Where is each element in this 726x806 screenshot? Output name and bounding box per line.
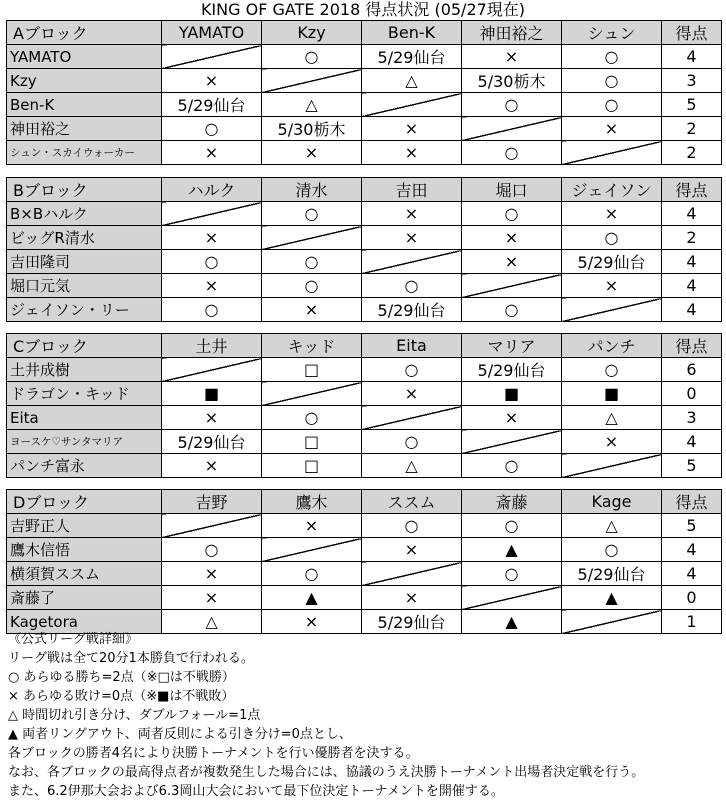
- self-match-cell: [262, 69, 362, 93]
- result-cell: ×: [162, 454, 262, 478]
- notes-line: ○ あらゆる勝ち=2点（※□は不戦勝）: [8, 670, 235, 685]
- wrestler-name: Eita: [7, 406, 162, 430]
- self-match-cell: [462, 430, 562, 454]
- result-cell: ×: [362, 141, 462, 165]
- block-c-table: [6, 333, 722, 478]
- result-cell: ×: [162, 141, 262, 165]
- score-cell: 4: [662, 430, 722, 454]
- result-cell: ×: [162, 69, 262, 93]
- result-cell: ○: [362, 514, 462, 538]
- self-match-cell: [262, 538, 362, 562]
- block-title: Aブロック: [7, 21, 162, 45]
- column-header: Eita: [362, 334, 462, 358]
- wrestler-name: YAMATO: [7, 45, 162, 69]
- notes-heading: 《公式リーグ戦詳細》: [8, 632, 139, 647]
- result-cell: △: [562, 406, 662, 430]
- result-cell: ○: [362, 430, 462, 454]
- table-row: [7, 117, 722, 141]
- score-cell: 4: [662, 45, 722, 69]
- score-cell: 1: [662, 610, 722, 634]
- result-cell: △: [362, 454, 462, 478]
- result-cell: ▲: [462, 610, 562, 634]
- self-match-cell: [262, 382, 362, 406]
- notes-line: なお、各ブロックの最高得点者が複数発生した場合には、協議のうえ決勝トーナメント出場者決定戦を行う。: [8, 765, 645, 780]
- result-cell: ○: [562, 69, 662, 93]
- column-header: キッド: [262, 334, 362, 358]
- wrestler-name: 鷹木信悟: [7, 538, 162, 562]
- table-row: [7, 538, 722, 562]
- page-title: KING OF GATE 2018 得点状況 (05/27現在): [200, 0, 526, 19]
- block-b-table: [6, 177, 722, 322]
- result-cell: ×: [362, 586, 462, 610]
- result-cell: ×: [262, 141, 362, 165]
- result-cell: ○: [162, 117, 262, 141]
- result-cell: ○: [562, 358, 662, 382]
- column-header: Kzy: [262, 21, 362, 45]
- result-cell: ▲: [262, 586, 362, 610]
- result-cell: △: [262, 93, 362, 117]
- self-match-cell: [362, 250, 462, 274]
- column-header: マリア: [462, 334, 562, 358]
- notes-line: また、6.2伊那大会および6.3岡山大会において最下位決定トーナメントを開催する。: [8, 784, 504, 799]
- wrestler-name: ヨースケ♡サンタマリア: [7, 430, 162, 454]
- table-row: [7, 562, 722, 586]
- column-header: 清水: [262, 178, 362, 202]
- result-cell: ×: [362, 202, 462, 226]
- score-cell: 5: [662, 93, 722, 117]
- self-match-cell: [362, 93, 462, 117]
- notes-line: ▲ 両者リングアウト、両者反則による引き分け=0点とし、: [8, 727, 352, 742]
- column-header: 堀口: [462, 178, 562, 202]
- wrestler-name: Ben-K: [7, 93, 162, 117]
- column-header: 土井: [162, 334, 262, 358]
- result-cell: ○: [162, 538, 262, 562]
- column-header: ジェイソン: [562, 178, 662, 202]
- result-cell: △: [162, 610, 262, 634]
- result-cell: 5/29仙台: [162, 93, 262, 117]
- result-cell: ○: [262, 274, 362, 298]
- result-cell: 5/29仙台: [162, 430, 262, 454]
- result-cell: ×: [562, 202, 662, 226]
- wrestler-name: 神田裕之: [7, 117, 162, 141]
- self-match-cell: [262, 226, 362, 250]
- column-header: シュン: [562, 21, 662, 45]
- block-title: Cブロック: [7, 334, 162, 358]
- column-header: 鷹木: [262, 490, 362, 514]
- table-row: [7, 274, 722, 298]
- header-row: [7, 178, 722, 202]
- block-a-table: [6, 20, 722, 165]
- result-cell: □: [262, 454, 362, 478]
- result-cell: ○: [562, 226, 662, 250]
- column-header: Kage: [562, 490, 662, 514]
- column-header: パンチ: [562, 334, 662, 358]
- result-cell: ×: [262, 610, 362, 634]
- table-row: [7, 382, 722, 406]
- result-cell: ×: [462, 250, 562, 274]
- score-cell: 0: [662, 382, 722, 406]
- header-row: [7, 334, 722, 358]
- score-cell: 4: [662, 562, 722, 586]
- result-cell: □: [262, 430, 362, 454]
- rules-notes: [8, 630, 720, 801]
- wrestler-name: パンチ富永: [7, 454, 162, 478]
- result-cell: ×: [362, 538, 462, 562]
- wrestler-name: Kzy: [7, 69, 162, 93]
- result-cell: ×: [462, 226, 562, 250]
- self-match-cell: [162, 202, 262, 226]
- wrestler-name: シュン・スカイウォーカー: [7, 141, 162, 165]
- notes-line: リーグ戦は全て20分1本勝負で行われる。: [8, 651, 254, 666]
- block-d-table: [6, 489, 722, 634]
- score-cell: 3: [662, 69, 722, 93]
- score-cell: 5: [662, 454, 722, 478]
- result-cell: ○: [462, 562, 562, 586]
- result-cell: ○: [162, 250, 262, 274]
- score-header: 得点: [662, 21, 722, 45]
- result-cell: ○: [462, 93, 562, 117]
- result-cell: ○: [362, 358, 462, 382]
- wrestler-name: ドラゴン・キッド: [7, 382, 162, 406]
- result-cell: ○: [462, 514, 562, 538]
- result-cell: ×: [162, 274, 262, 298]
- result-cell: ×: [362, 382, 462, 406]
- column-header: ススム: [362, 490, 462, 514]
- wrestler-name: 斎藤了: [7, 586, 162, 610]
- block-title: Bブロック: [7, 178, 162, 202]
- result-cell: ○: [262, 406, 362, 430]
- score-cell: 4: [662, 298, 722, 322]
- wrestler-name: ビッグR清水: [7, 226, 162, 250]
- table-row: [7, 430, 722, 454]
- wrestler-name: ジェイソン・リー: [7, 298, 162, 322]
- wrestler-name: 堀口元気: [7, 274, 162, 298]
- self-match-cell: [562, 454, 662, 478]
- wrestler-name: 吉野正人: [7, 514, 162, 538]
- score-cell: 3: [662, 406, 722, 430]
- score-header: 得点: [662, 334, 722, 358]
- result-cell: ×: [362, 226, 462, 250]
- result-cell: ○: [562, 93, 662, 117]
- self-match-cell: [462, 586, 562, 610]
- result-cell: ×: [162, 226, 262, 250]
- column-header: 吉田: [362, 178, 462, 202]
- score-header: 得点: [662, 490, 722, 514]
- result-cell: 5/30栃木: [262, 117, 362, 141]
- result-cell: ×: [262, 514, 362, 538]
- column-header: 吉野: [162, 490, 262, 514]
- score-cell: 4: [662, 202, 722, 226]
- table-row: [7, 406, 722, 430]
- result-cell: ×: [162, 406, 262, 430]
- notes-line: × あらゆる敗け=0点（※■は不戦敗）: [8, 689, 235, 704]
- table-row: [7, 69, 722, 93]
- result-cell: ×: [362, 117, 462, 141]
- self-match-cell: [162, 514, 262, 538]
- result-cell: □: [262, 358, 362, 382]
- score-cell: 2: [662, 141, 722, 165]
- self-match-cell: [462, 117, 562, 141]
- result-cell: △: [562, 514, 662, 538]
- result-cell: ×: [462, 406, 562, 430]
- table-row: [7, 358, 722, 382]
- column-header: ハルク: [162, 178, 262, 202]
- score-header: 得点: [662, 178, 722, 202]
- score-cell: 6: [662, 358, 722, 382]
- score-cell: 4: [662, 274, 722, 298]
- table-row: [7, 226, 722, 250]
- score-cell: 0: [662, 586, 722, 610]
- header-row: [7, 490, 722, 514]
- table-row: [7, 141, 722, 165]
- result-cell: ○: [262, 250, 362, 274]
- self-match-cell: [462, 274, 562, 298]
- result-cell: ×: [462, 45, 562, 69]
- column-header: 神田裕之: [462, 21, 562, 45]
- result-cell: ▲: [562, 586, 662, 610]
- wrestler-name: 土井成樹: [7, 358, 162, 382]
- result-cell: ■: [462, 382, 562, 406]
- score-cell: 4: [662, 250, 722, 274]
- result-cell: ■: [562, 382, 662, 406]
- table-row: [7, 514, 722, 538]
- notes-line: 各ブロックの勝者4名により決勝トーナメントを行い優勝者を決する。: [8, 746, 419, 761]
- result-cell: ×: [262, 298, 362, 322]
- block-title: Dブロック: [7, 490, 162, 514]
- result-cell: ○: [262, 45, 362, 69]
- table-row: [7, 250, 722, 274]
- score-cell: 4: [662, 538, 722, 562]
- table-row: [7, 202, 722, 226]
- result-cell: ■: [162, 382, 262, 406]
- wrestler-name: B×Bハルク: [7, 202, 162, 226]
- result-cell: ×: [562, 117, 662, 141]
- self-match-cell: [562, 141, 662, 165]
- result-cell: 5/29仙台: [362, 298, 462, 322]
- score-cell: 5: [662, 514, 722, 538]
- column-header: YAMATO: [162, 21, 262, 45]
- column-header: Ben-K: [362, 21, 462, 45]
- result-cell: △: [362, 69, 462, 93]
- column-header: 斎藤: [462, 490, 562, 514]
- result-cell: ○: [562, 538, 662, 562]
- result-cell: ×: [162, 562, 262, 586]
- result-cell: ×: [562, 274, 662, 298]
- score-cell: 2: [662, 117, 722, 141]
- table-row: [7, 45, 722, 69]
- table-row: [7, 93, 722, 117]
- result-cell: 5/29仙台: [562, 250, 662, 274]
- result-cell: 5/29仙台: [362, 610, 462, 634]
- wrestler-name: Kagetora: [7, 610, 162, 634]
- result-cell: ○: [462, 202, 562, 226]
- result-cell: ○: [462, 454, 562, 478]
- result-cell: ○: [362, 274, 462, 298]
- result-cell: ×: [562, 430, 662, 454]
- result-cell: ○: [562, 45, 662, 69]
- table-row: [7, 298, 722, 322]
- score-cell: 2: [662, 226, 722, 250]
- self-match-cell: [362, 406, 462, 430]
- table-row: [7, 586, 722, 610]
- wrestler-name: 吉田隆司: [7, 250, 162, 274]
- result-cell: ○: [462, 298, 562, 322]
- self-match-cell: [362, 562, 462, 586]
- self-match-cell: [162, 358, 262, 382]
- result-cell: 5/29仙台: [562, 562, 662, 586]
- table-row: [7, 454, 722, 478]
- wrestler-name: 横須賀ススム: [7, 562, 162, 586]
- result-cell: ○: [462, 141, 562, 165]
- notes-line: △ 時間切れ引き分け、ダブルフォール=1点: [8, 708, 261, 723]
- result-cell: ×: [162, 586, 262, 610]
- result-cell: ○: [162, 298, 262, 322]
- result-cell: 5/29仙台: [362, 45, 462, 69]
- result-cell: 5/29仙台: [462, 358, 562, 382]
- header-row: [7, 21, 722, 45]
- result-cell: ▲: [462, 538, 562, 562]
- self-match-cell: [162, 45, 262, 69]
- result-cell: 5/30栃木: [462, 69, 562, 93]
- result-cell: ○: [262, 202, 362, 226]
- result-cell: ○: [262, 562, 362, 586]
- self-match-cell: [562, 298, 662, 322]
